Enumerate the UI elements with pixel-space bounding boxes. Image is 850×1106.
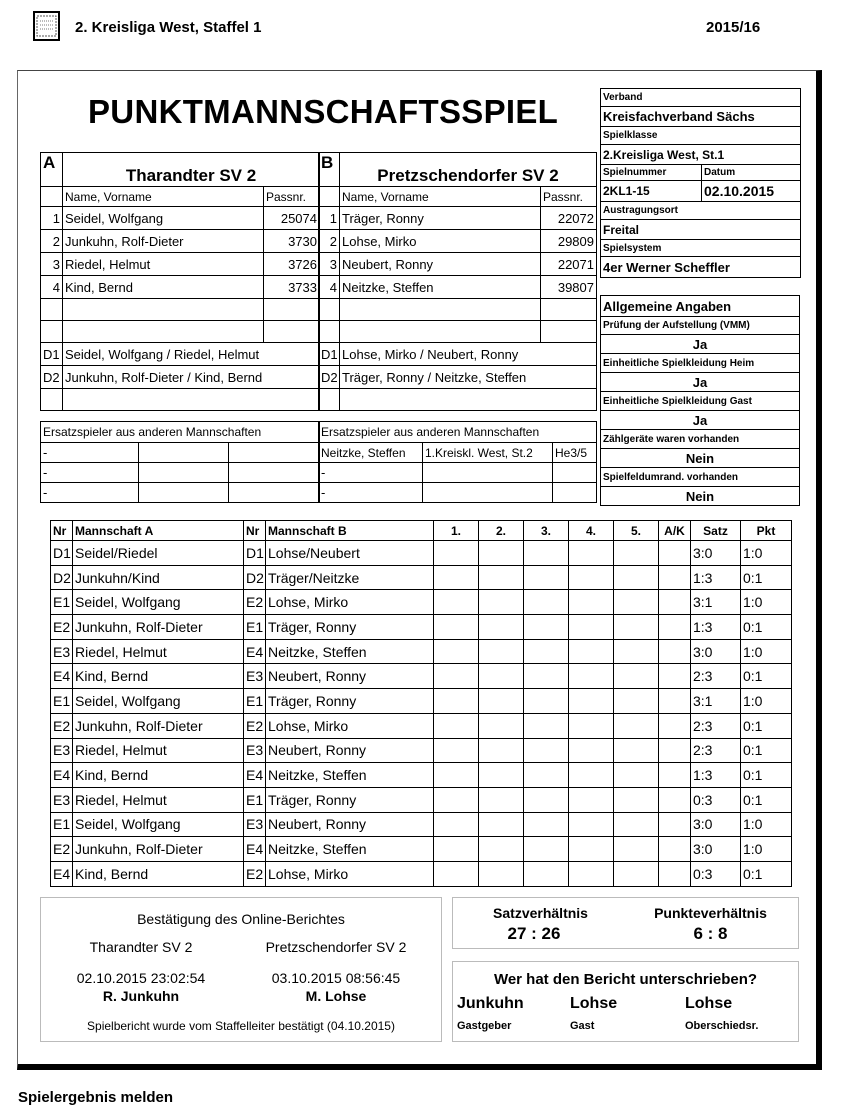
match-info-box bbox=[600, 88, 801, 278]
doubles-row: D1 Lohse, Mirko / Neubert, Ronny bbox=[319, 343, 597, 366]
team-a-name: Tharandter SV 2 bbox=[63, 153, 320, 187]
general-item-label: Zählgeräte waren vorhanden bbox=[601, 430, 800, 449]
match-row: E4 Kind, Bernd E4 Neitzke, Steffen 1:3 0:1 bbox=[51, 763, 792, 788]
doubles-row: D1 Seidel, Wolfgang / Riedel, Helmut bbox=[41, 343, 320, 366]
signature-role: Gast bbox=[570, 1020, 595, 1032]
confirmation-team-b: Pretzschendorfer SV 2 bbox=[265, 939, 407, 955]
col-name-header: Name, Vorname bbox=[340, 187, 541, 207]
doubles-row: D2 Junkuhn, Rolf-Dieter / Kind, Bernd bbox=[41, 366, 320, 389]
subs-title: Ersatzspieler aus anderen Mannschaften bbox=[41, 422, 320, 443]
general-item-label: Prüfung der Aufstellung (VMM) bbox=[601, 317, 800, 335]
sub-row: - bbox=[41, 483, 320, 503]
sub-row: - bbox=[41, 443, 320, 463]
player-row: 4 Neitzke, Steffen 39807 bbox=[319, 276, 597, 299]
col-name-header: Name, Vorname bbox=[63, 187, 264, 207]
sub-row: - bbox=[41, 463, 320, 483]
verband-value: Kreisfachverband Sächs bbox=[601, 107, 801, 127]
austragungsort-value: Freital bbox=[601, 220, 801, 240]
team-a-letter: A bbox=[41, 153, 63, 187]
results-header-row: Nr Mannschaft A Nr Mannschaft B 1. 2. 3. 4. 5. A/K Satz Pkt bbox=[51, 521, 792, 541]
signatures-box bbox=[452, 961, 799, 1042]
verband-label: Verband bbox=[601, 89, 801, 107]
general-item-label: Einheitliche Spielkleidung Gast bbox=[601, 392, 800, 411]
player-row: 2 Lohse, Mirko 29809 bbox=[319, 230, 597, 253]
spielnummer-label: Spielnummer bbox=[601, 165, 702, 181]
team-b-letter: B bbox=[319, 153, 340, 187]
subs-title: Ersatzspieler aus anderen Mannschaften bbox=[319, 422, 597, 443]
signature-role: Gastgeber bbox=[457, 1020, 512, 1032]
general-info-box bbox=[600, 295, 800, 506]
league-title: 2. Kreisliga West, Staffel 1 bbox=[75, 19, 262, 36]
confirmation-signer-a: R. Junkuhn bbox=[102, 988, 180, 1004]
season-label: 2015/16 bbox=[706, 19, 761, 36]
signature-name: Lohse bbox=[685, 995, 733, 1012]
document-icon[interactable] bbox=[33, 11, 60, 41]
match-row: D1 Seidel/Riedel D1 Lohse/Neubert 3:0 1:0 bbox=[51, 541, 792, 566]
sub-row: - bbox=[319, 463, 597, 483]
match-row: E2 Junkuhn, Rolf-Dieter E1 Träger, Ronny 1:3 0:1 bbox=[51, 615, 792, 640]
confirmation-note: Spielbericht wurde vom Staffelleiter bestätigt (04.10.2015) bbox=[87, 1019, 395, 1033]
confirmation-team-a: Tharandter SV 2 bbox=[89, 939, 193, 955]
player-row: 3 Riedel, Helmut 3726 bbox=[41, 253, 320, 276]
datum-value: 02.10.2015 bbox=[702, 181, 801, 202]
match-row: E1 Seidel, Wolfgang E1 Träger, Ronny 3:1 1:0 bbox=[51, 689, 792, 714]
match-row: E3 Riedel, Helmut E1 Träger, Ronny 0:3 0:1 bbox=[51, 787, 792, 812]
confirmation-time-b: 03.10.2015 08:56:45 bbox=[271, 970, 401, 986]
team-a-substitutes bbox=[40, 421, 320, 503]
signature-name: Junkuhn bbox=[457, 995, 524, 1012]
match-row: E2 Junkuhn, Rolf-Dieter E2 Lohse, Mirko 2:3 0:1 bbox=[51, 713, 792, 738]
general-item-value: Ja bbox=[601, 335, 800, 354]
match-row: D2 Junkuhn/Kind D2 Träger/Neitzke 1:3 0:1 bbox=[51, 565, 792, 590]
confirmation-title: Bestätigung des Online-Berichtes bbox=[137, 911, 345, 927]
team-a-lineup bbox=[40, 152, 320, 411]
points-value: 6 : 8 bbox=[693, 924, 728, 943]
player-row: 2 Junkuhn, Rolf-Dieter 3730 bbox=[41, 230, 320, 253]
datum-label: Datum bbox=[702, 165, 801, 181]
signature-name: Lohse bbox=[570, 995, 618, 1012]
signatures-title: Wer hat den Bericht unterschrieben? bbox=[493, 971, 758, 988]
sets-label: Satzverhältnis bbox=[493, 905, 588, 921]
player-row: 1 Seidel, Wolfgang 25074 bbox=[41, 207, 320, 230]
match-row: E3 Riedel, Helmut E3 Neubert, Ronny 2:3 0:1 bbox=[51, 738, 792, 763]
sub-row: - bbox=[319, 483, 597, 503]
col-pass-header: Passnr. bbox=[264, 187, 320, 207]
results-body bbox=[51, 541, 792, 887]
sub-row: Neitzke, Steffen 1.Kreiskl. West, St.2 He3/5 bbox=[319, 443, 597, 463]
confirmation-time-a: 02.10.2015 23:02:54 bbox=[76, 970, 206, 986]
match-row: E4 Kind, Bernd E3 Neubert, Ronny 2:3 0:1 bbox=[51, 664, 792, 689]
player-row: 1 Träger, Ronny 22072 bbox=[319, 207, 597, 230]
match-results-table bbox=[50, 520, 792, 887]
team-b-name: Pretzschendorfer SV 2 bbox=[340, 153, 597, 187]
general-item-value: Nein bbox=[601, 449, 800, 468]
general-item-label: Einheitliche Spielkleidung Heim bbox=[601, 354, 800, 373]
match-row: E3 Riedel, Helmut E4 Neitzke, Steffen 3:0 1:0 bbox=[51, 639, 792, 664]
match-row: E1 Seidel, Wolfgang E2 Lohse, Mirko 3:1 1:0 bbox=[51, 590, 792, 615]
match-row: E1 Seidel, Wolfgang E3 Neubert, Ronny 3:0 1:0 bbox=[51, 812, 792, 837]
col-pass-header: Passnr. bbox=[541, 187, 597, 207]
page-title: PUNKTMANNSCHAFTSSPIEL bbox=[88, 93, 559, 130]
match-row: E4 Kind, Bernd E2 Lohse, Mirko 0:3 0:1 bbox=[51, 861, 792, 886]
points-label: Punkteverhältnis bbox=[654, 905, 767, 921]
player-row: 4 Kind, Bernd 3733 bbox=[41, 276, 320, 299]
report-result-link[interactable]: Spielergebnis melden bbox=[18, 1089, 174, 1106]
general-item-value: Nein bbox=[601, 487, 800, 506]
general-info-title: Allgemeine Angaben bbox=[601, 296, 800, 317]
general-item-value: Ja bbox=[601, 411, 800, 430]
doubles-row: D2 Träger, Ronny / Neitzke, Steffen bbox=[319, 366, 597, 389]
team-b-substitutes bbox=[318, 421, 597, 503]
signature-role: Oberschiedsr. bbox=[685, 1020, 759, 1032]
team-b-lineup bbox=[318, 152, 597, 411]
general-item-label: Spielfeldumrand. vorhanden bbox=[601, 468, 800, 487]
spielnummer-value: 2KL1-15 bbox=[601, 181, 702, 202]
sets-value: 27 : 26 bbox=[507, 924, 561, 943]
general-item-value: Ja bbox=[601, 373, 800, 392]
spielsystem-value: 4er Werner Scheffler bbox=[601, 257, 801, 278]
totals-box bbox=[452, 897, 799, 949]
player-row: 3 Neubert, Ronny 22071 bbox=[319, 253, 597, 276]
match-row: E2 Junkuhn, Rolf-Dieter E4 Neitzke, Steffen 3:0 1:0 bbox=[51, 837, 792, 862]
spielklasse-label: Spielklasse bbox=[601, 127, 801, 145]
online-confirmation-box bbox=[40, 897, 442, 1042]
confirmation-signer-b: M. Lohse bbox=[305, 988, 367, 1004]
spielsystem-label: Spielsystem bbox=[601, 240, 801, 257]
spielklasse-value: 2.Kreisliga West, St.1 bbox=[601, 145, 801, 165]
austragungsort-label: Austragungsort bbox=[601, 202, 801, 220]
document-icon-graphic bbox=[35, 13, 58, 39]
